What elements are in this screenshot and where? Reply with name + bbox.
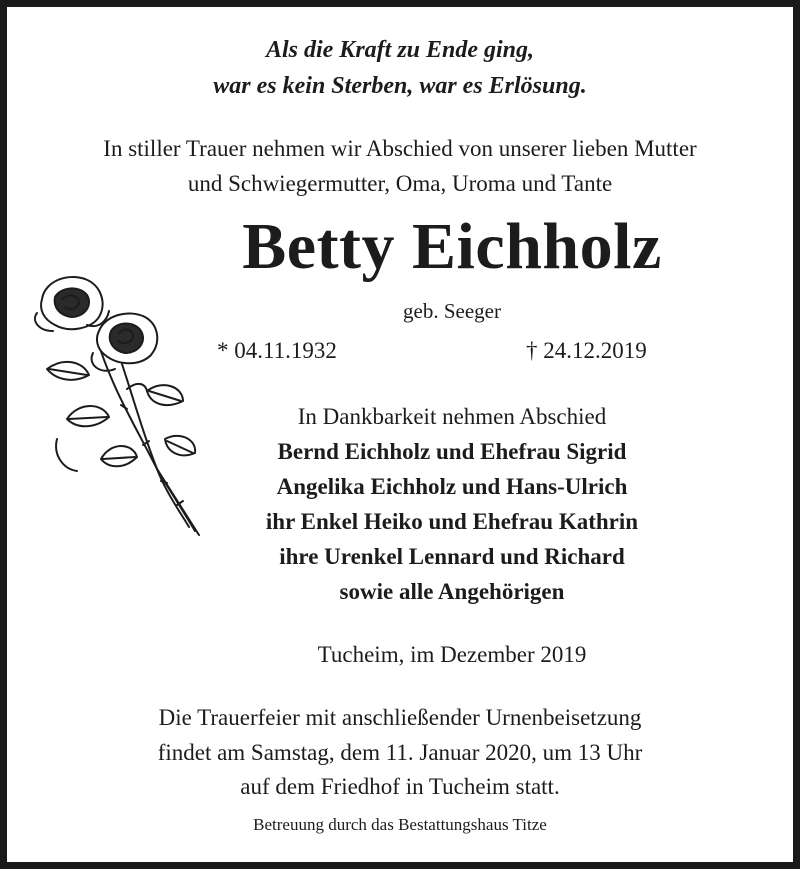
intro-line-1: In stiller Trauer nehmen wir Abschied von unserer lieben Mutter <box>103 136 697 161</box>
service-line-1: Die Trauerfeier mit anschließender Urnenbeisetzung <box>158 705 642 730</box>
birth-name: geb. Seeger <box>403 299 501 323</box>
intro-line-2: und Schwiegermutter, Oma, Uroma und Tante <box>187 171 613 196</box>
mourner-line: Bernd Eichholz und Ehefrau Sigrid <box>277 439 627 464</box>
mourners-intro: In Dankbarkeit nehmen Abschied <box>297 404 607 429</box>
death-date: † 24.12.2019 <box>526 338 647 363</box>
motto-line-2: war es kein Sterben, war es Erlösung. <box>213 73 587 99</box>
deceased-name: Betty Eichholz <box>242 210 662 283</box>
mourner-line: Angelika Eichholz und Hans-Ulrich <box>276 474 628 499</box>
mourner-line: ihr Enkel Heiko und Ehefrau Kathrin <box>265 509 639 534</box>
motto-line-1: Als die Kraft zu Ende ging, <box>265 37 535 63</box>
service-line-3: auf dem Friedhof in Tucheim statt. <box>240 774 560 799</box>
service-line-2: findet am Samstag, dem 11. Januar 2020, um 13 Uhr <box>157 740 643 765</box>
mourner-line: ihre Urenkel Lennard und Richard <box>279 544 625 569</box>
mourner-line: sowie alle Angehörigen <box>339 579 565 604</box>
funeral-home-credit: Betreuung durch das Bestattungshaus Titze <box>253 815 547 834</box>
place-date: Tucheim, im Dezember 2019 <box>317 642 587 667</box>
birth-date: * 04.11.1932 <box>217 338 337 363</box>
